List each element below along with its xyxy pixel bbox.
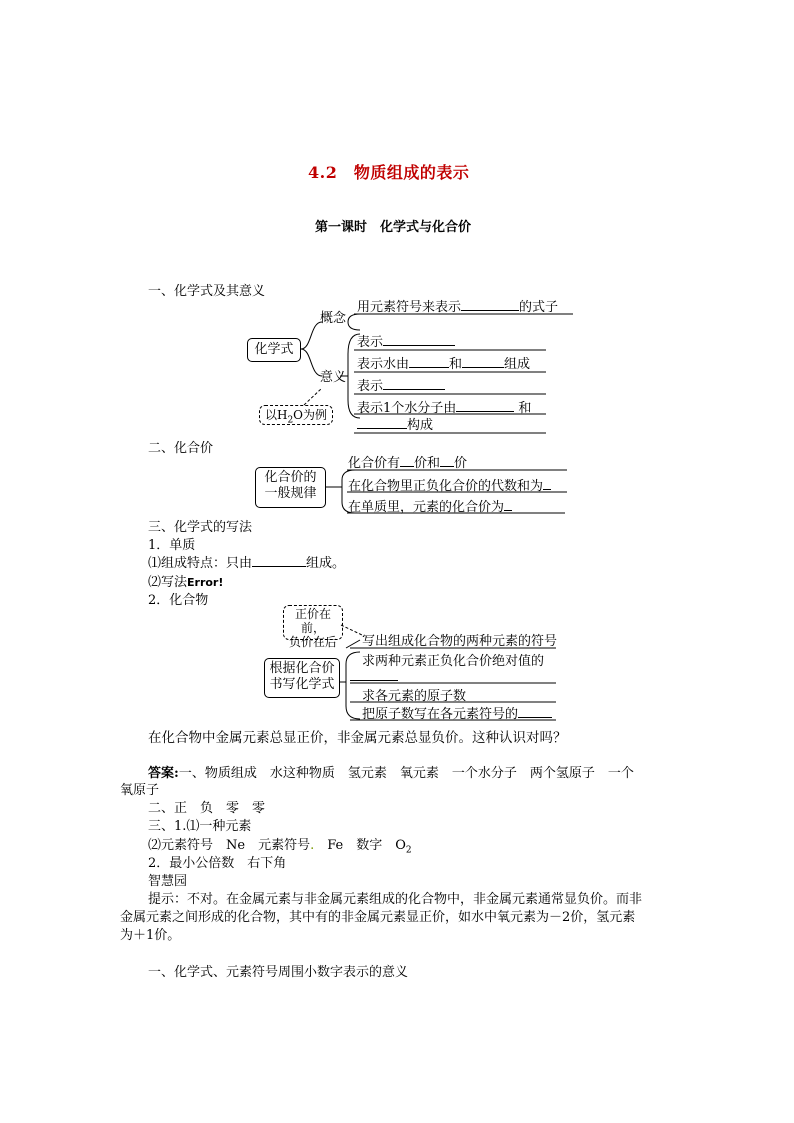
compound-step-1: 写出组成化合物的两种元素的符号 bbox=[362, 634, 558, 649]
connector-root-concept bbox=[301, 322, 322, 349]
compound-step-2-blank bbox=[350, 668, 398, 685]
valence-rule-2 bbox=[348, 475, 551, 494]
meaning-line-2 bbox=[357, 353, 530, 372]
order-note-cloud bbox=[283, 605, 343, 649]
example-sub: 2 bbox=[287, 415, 294, 426]
section-1-heading: 一、化学式及其意义 bbox=[148, 284, 266, 299]
concept-line bbox=[357, 296, 558, 315]
valence-rule-1 bbox=[348, 452, 467, 471]
valence-rule-3 bbox=[348, 496, 512, 515]
rule-3-blank bbox=[504, 498, 512, 511]
compound-heading: 2．化合物 bbox=[148, 593, 209, 608]
valence-rule-line2: 一般规律 bbox=[264, 486, 317, 501]
meaning-2-blank-b bbox=[462, 355, 504, 368]
rule-1-b: 价和 bbox=[414, 456, 441, 471]
example-post: O为例 bbox=[293, 408, 328, 422]
write-formula-box bbox=[264, 658, 340, 698]
error-field-code: Error! bbox=[187, 576, 224, 589]
composition-text: ⑴组成特点：只由 bbox=[148, 556, 253, 571]
meaning-line-5 bbox=[357, 414, 433, 433]
concept-text-after: 的式子 bbox=[519, 300, 559, 315]
rule-1-a: 化合价有 bbox=[348, 456, 401, 471]
step-4-blank bbox=[518, 705, 552, 718]
valence-rule-box bbox=[255, 467, 326, 508]
rule-3-text: 在单质里，元素的化合价为 bbox=[348, 500, 505, 515]
element-writing-line bbox=[148, 571, 223, 590]
rule-1-blank-a bbox=[400, 454, 414, 467]
formula-root-box: 化学式 bbox=[247, 338, 301, 362]
answer-line-3: 二、正 负 零 零 bbox=[148, 801, 266, 816]
answer-line-2: 氧原子 bbox=[120, 783, 160, 798]
meaning-1-blank bbox=[383, 333, 455, 346]
answer-5-b: Fe 数字 O bbox=[314, 838, 406, 853]
meaning-4-text: 表示1个水分子由 bbox=[357, 401, 457, 416]
answer-line-4: 三、1.⑴一种元素 bbox=[148, 819, 252, 834]
answer-line-6: 2．最小公倍数 右下角 bbox=[148, 856, 287, 871]
note-line1: 正价在前， bbox=[294, 607, 331, 635]
answer-line-10: 为＋1价。 bbox=[120, 928, 181, 943]
connector-root-meaning bbox=[301, 349, 322, 376]
compound-step-4 bbox=[362, 703, 552, 722]
final-section-heading: 一、化学式、元素符号周围小数字表示的意义 bbox=[148, 965, 409, 980]
meaning-line-1 bbox=[357, 331, 455, 350]
meaning-2-and: 和 bbox=[449, 357, 463, 372]
meaning-2-text: 表示水由 bbox=[357, 357, 410, 372]
question-text: 在化合物中金属元素总显正价，非金属元素总显负价。这种认识对吗？ bbox=[148, 730, 567, 746]
section-2-heading: 二、化合价 bbox=[148, 441, 214, 456]
answer-5-a: ⑵元素符号 Ne 元素符号 bbox=[148, 838, 311, 853]
rule-1-blank-b bbox=[440, 454, 454, 467]
meaning-5-blank bbox=[357, 416, 407, 429]
meaning-1-text: 表示 bbox=[357, 335, 384, 350]
page-title: 4.2 物质组成的表示 bbox=[308, 163, 470, 182]
meaning-2-blank-a bbox=[409, 355, 449, 368]
section-3-heading: 三、化学式的写法 bbox=[148, 520, 253, 535]
answer-line-1 bbox=[148, 762, 634, 781]
meaning-5-text: 构成 bbox=[407, 418, 434, 433]
meaning-3-text: 表示 bbox=[357, 379, 384, 394]
element-composition-line bbox=[148, 552, 345, 571]
concept-text-before: 用元素符号来表示 bbox=[357, 300, 462, 315]
answer-5-sub: 2 bbox=[405, 845, 412, 856]
rule-2-text: 在化合物里正负化合价的代数和为 bbox=[348, 479, 544, 494]
answer-5-dot: . bbox=[310, 838, 315, 853]
branch-meaning: 意义 bbox=[320, 370, 347, 385]
valence-rule-line1: 化合价的 bbox=[264, 470, 317, 485]
rule-2-blank bbox=[543, 477, 551, 490]
answer-label: 答案: bbox=[148, 766, 179, 781]
composition-blank bbox=[252, 554, 306, 567]
answer-line-8: 提示：不对。在金属元素与非金属元素组成的化合物中，非金属元素通常显负价。而非 bbox=[148, 892, 643, 907]
meaning-line-3 bbox=[357, 375, 445, 394]
composition-post: 组成。 bbox=[306, 556, 346, 571]
lesson-subtitle: 第一课时 化学式与化合价 bbox=[315, 220, 472, 235]
meaning-3-blank bbox=[383, 377, 445, 390]
water-example-note bbox=[259, 405, 333, 425]
note-line2: 负价在后 bbox=[288, 635, 337, 649]
concept-blank bbox=[461, 298, 519, 311]
meaning-2-post: 组成 bbox=[504, 357, 531, 372]
answer-line-9: 金属元素之间形成的化合物，其中有的非金属元素显正价，如水中氧元素为－2价，氢元素 bbox=[120, 910, 636, 925]
branch-concept: 概念 bbox=[320, 311, 347, 326]
meaning-4-blank bbox=[456, 399, 514, 412]
write-box-line1: 根据化合价 bbox=[269, 661, 335, 676]
compound-step-3: 求各元素的原子数 bbox=[362, 689, 467, 704]
answer-line-7: 智慧园 bbox=[148, 874, 188, 889]
compound-step-2: 求两种元素正负化合价绝对值的 bbox=[362, 654, 545, 669]
answer-line-1-text: 一、物质组成 水这种物质 氢元素 氧元素 一个水分子 两个氢原子 一个 bbox=[178, 766, 634, 781]
writing-text: ⑵写法 bbox=[148, 575, 188, 590]
step-4-text: 把原子数写在各元素符号的 bbox=[362, 707, 519, 722]
write-box-line2: 书写化学式 bbox=[269, 677, 335, 692]
element-substance-heading: 1．单质 bbox=[148, 538, 196, 553]
meaning-4-and: 和 bbox=[518, 401, 532, 416]
example-pre: 以H bbox=[264, 408, 288, 422]
rule-1-c: 价 bbox=[454, 456, 468, 471]
